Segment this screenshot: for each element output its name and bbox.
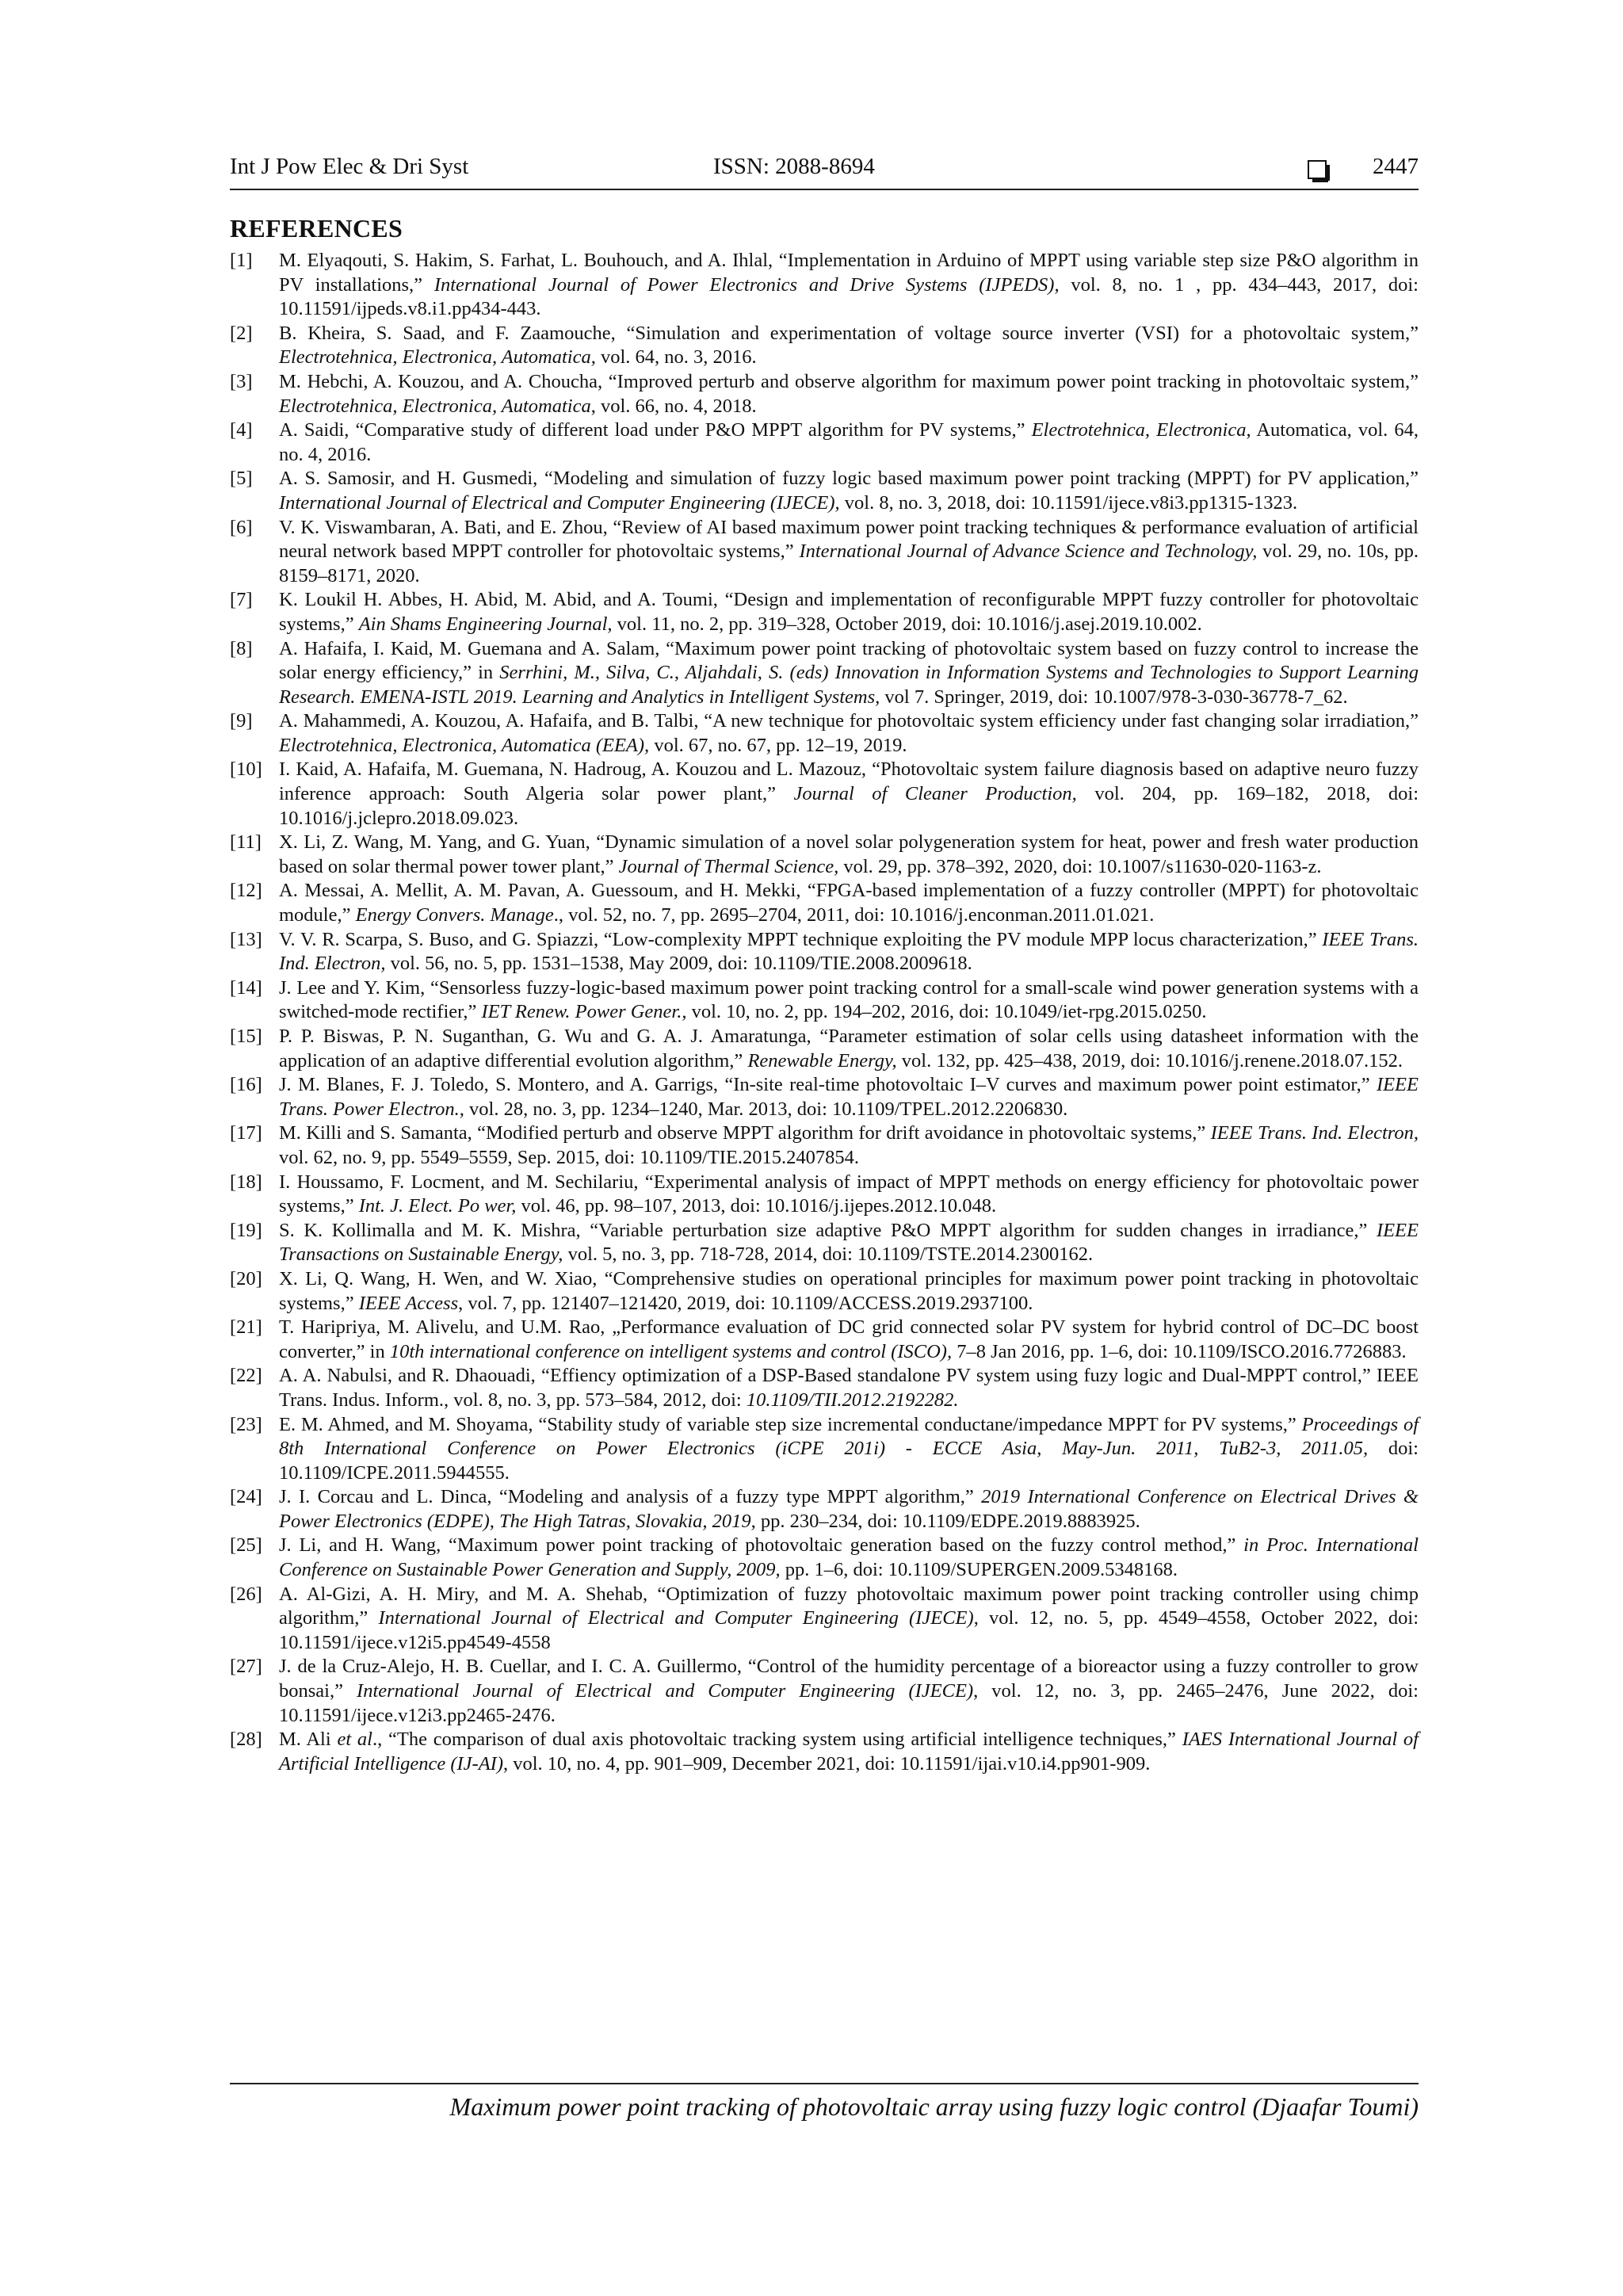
reference-number: [16] <box>230 1074 262 1096</box>
reference-italic-text: IEEE Trans. Ind. Electron, <box>279 928 1419 975</box>
running-header <box>230 154 1419 190</box>
reference-item <box>230 1485 1419 1534</box>
reference-number: [18] <box>230 1171 262 1193</box>
reference-text: A. Al-Gizi, A. H. Miry, and M. A. Shehab, “Optimization of fuzzy photovoltaic maximum power point tracking controller using chimp algorithm,” <box>279 1583 1419 1629</box>
reference-number: [8] <box>230 637 253 659</box>
reference-number: [7] <box>230 589 253 611</box>
reference-number: [4] <box>230 419 253 441</box>
reference-italic-text: in Proc. International Conference on Sustainable Power Generation and Supply, 2009, <box>279 1534 1419 1581</box>
reference-italic-text: International Journal of Power Electronics and Drive Systems (IJPEDS), <box>433 273 1060 296</box>
reference-text: J. Lee and Y. Kim, “Sensorless fuzzy-logic-based maximum power point tracking control for a small-scale wind power generation systems with a switched-mode rectifier,” <box>279 976 1419 1023</box>
journal-abbrev: Int J Pow Elec & Dri Syst <box>230 154 469 179</box>
reference-italic-text: Int. J. Elect. Po wer, <box>358 1195 517 1217</box>
reference-text: A. Saidi, “Comparative study of different load under P&O MPPT algorithm for PV systems,” <box>279 419 1032 441</box>
reference-item <box>230 928 1419 976</box>
reference-item <box>230 1364 1419 1412</box>
reference-italic-text: Energy Convers. Manage <box>355 904 554 926</box>
reference-italic-text: International Journal of Electrical and Computer Engineering (IJECE), <box>279 491 840 514</box>
reference-text: Automatica, vol. 64, no. 4, 2016. <box>279 419 1419 465</box>
reference-number: [27] <box>230 1656 262 1678</box>
reference-number: [24] <box>230 1486 262 1508</box>
reference-number: [10] <box>230 758 262 781</box>
reference-text: P. P. Biswas, P. N. Suganthan, G. Wu and G. A. J. Amaratunga, “Parameter estimation of solar cells using datasheet information with the application of an adaptive differential evolution algorithm,” <box>279 1026 1419 1072</box>
reference-text: , vol. 7, pp. 121407–121420, 2019, doi: 10.1109/ACCESS.2019.2937100. <box>458 1292 1033 1314</box>
reference-italic-text: Journal of Thermal Science, <box>618 855 839 877</box>
reference-italic-text: 10th international conference on intelligent systems and control (ISCO), <box>389 1340 953 1362</box>
reference-item <box>230 1267 1419 1316</box>
reference-italic-text: et al <box>337 1729 372 1751</box>
reference-italic-text: Proceedings of 8th International Conference on Power Electronics (iCPE 201i) - ECCE Asia, May-Jun. 2011, TuB2-3, 2011.05, <box>279 1413 1419 1460</box>
reference-italic-text: IEEE Access <box>358 1292 459 1314</box>
reference-number: [12] <box>230 880 262 902</box>
reference-text: I. Houssamo, F. Locment, and M. Sechilariu, “Experimental analysis of impact of MPPT methods on energy efficiency for photovoltaic power systems,” <box>279 1171 1419 1217</box>
reference-italic-text: IEEE Trans. Power Electron., <box>279 1074 1419 1120</box>
issn: ISSN: 2088-8694 <box>713 154 875 179</box>
reference-number: [22] <box>230 1365 262 1387</box>
reference-number: [1] <box>230 250 253 271</box>
reference-italic-text: Electrotehnica, Electronica, Automatica (EEA), <box>279 734 650 756</box>
reference-text: vol. 56, no. 5, pp. 1531–1538, May 2009, doi: 10.1109/TIE.2008.2009618. <box>385 953 972 975</box>
reference-text: E. M. Ahmed, and M. Shoyama, “Stability study of variable step size incremental conductane/impedance MPPT for PV systems,” <box>279 1413 1302 1435</box>
reference-text: doi: 10.1109/ICPE.2011.5944555. <box>279 1438 1419 1484</box>
reference-number: [26] <box>230 1583 262 1605</box>
reference-text: ., vol. 52, no. 7, pp. 2695–2704, 2011, doi: 10.1016/j.enconman.2011.01.021. <box>553 904 1155 926</box>
reference-text: vol 7. Springer, 2019, doi: 10.1007/978-3-030-36778-7_62. <box>880 686 1348 708</box>
reference-item <box>230 467 1419 515</box>
reference-text: , vol. 12, no. 5, pp. 4549–4558, October 2022, doi: 10.11591/ijece.v12i5.pp4549-4558 <box>279 1607 1419 1653</box>
reference-item <box>230 588 1419 636</box>
reference-number: [5] <box>230 468 253 490</box>
reference-italic-text: Renewable Energy, <box>747 1049 897 1072</box>
reference-italic-text: International Journal of Electrical and Computer Engineering (IJECE) <box>378 1607 974 1629</box>
reference-text: X. Li, Q. Wang, H. Wen, and W. Xiao, “Comprehensive studies on operational principles for maximum power point tracking in photovoltaic systems,” <box>279 1267 1419 1314</box>
reference-item <box>230 1025 1419 1073</box>
reference-item <box>230 516 1419 589</box>
reference-italic-text: Journal of Cleaner Production, <box>793 783 1077 805</box>
reference-list <box>230 249 1419 1776</box>
reference-text: vol. 10, no. 2, pp. 194–202, 2016, doi: 10.1049/iet-rpg.2015.0250. <box>686 1001 1207 1023</box>
reference-italic-text: Electrotehnica, Electronica, Automatica, <box>279 346 596 369</box>
reference-text: J. I. Corcau and L. Dinca, “Modeling and analysis of a fuzzy type MPPT algorithm,” <box>279 1486 982 1508</box>
reference-text: V. V. R. Scarpa, S. Buso, and G. Spiazzi, “Low-complexity MPPT technique exploiting the PV module MPP locus characterization,” <box>279 928 1323 950</box>
reference-italic-text: Electrotehnica, Electronica, Automatica <box>279 395 591 417</box>
reference-text: vol. 8, no. 3, 2018, doi: 10.11591/ijece.v8i3.pp1315-1323. <box>839 491 1298 514</box>
reference-text: J. M. Blanes, F. J. Toledo, S. Montero, and A. Garrigs, “In-site real-time photovoltaic I–V curves and maximum power point estimator,” <box>279 1074 1377 1096</box>
reference-number: [17] <box>230 1122 262 1144</box>
reference-text: vol. 62, no. 9, pp. 5549–5559, Sep. 2015, doi: 10.1109/TIE.2015.2407854. <box>279 1146 860 1168</box>
reference-item <box>230 1413 1419 1486</box>
reference-text: V. K. Viswambaran, A. Bati, and E. Zhou, “Review of AI based maximum power point tracking techniques & performance evaluation of artificial neural network based MPPT controller for photovoltaic systems,” <box>279 516 1419 563</box>
reference-number: [3] <box>230 370 253 392</box>
reference-text: , vol. 10, no. 4, pp. 901–909, December 2021, doi: 10.11591/ijai.v10.i4.pp901-909. <box>502 1752 1151 1775</box>
reference-item <box>230 1583 1419 1656</box>
reference-text: I. Kaid, A. Hafaifa, M. Guemana, N. Hadroug, A. Kouzou and L. Mazouz, “Photovoltaic system failure diagnosis based on adaptive neuro fuzzy inference approach: South Algeria solar power plant,” <box>279 758 1419 805</box>
reference-text: , vol. 12, no. 3, pp. 2465–2476, June 2022, doi: 10.11591/ijece.v12i3.pp2465-2476. <box>279 1680 1419 1726</box>
reference-number: [25] <box>230 1534 262 1557</box>
reference-item <box>230 249 1419 322</box>
reference-text: A. Hafaifa, I. Kaid, M. Guemana and A. Salam, “Maximum power point tracking of photovoltaic system based on fuzzy control to increase the solar energy efficiency,” in <box>279 637 1419 684</box>
reference-text: J. Li, and H. Wang, “Maximum power point tracking of photovoltaic generation based on the fuzzy control method,” <box>279 1534 1244 1557</box>
reference-text: vol. 28, no. 3, pp. 1234–1240, Mar. 2013, doi: 10.1109/TPEL.2012.2206830. <box>464 1098 1068 1120</box>
reference-text: vol. 46, pp. 98–107, 2013, doi: 10.1016/j.ijepes.2012.10.048. <box>516 1195 997 1217</box>
reference-text: vol. 132, pp. 425–438, 2019, doi: 10.1016/j.renene.2018.07.152. <box>896 1049 1403 1072</box>
reference-item <box>230 418 1419 467</box>
reference-text: X. Li, Z. Wang, M. Yang, and G. Yuan, “Dynamic simulation of a novel solar polygeneration system for heat, power and fresh water production based on solar thermal power tower plant,” <box>279 831 1419 877</box>
reference-text: K. Loukil H. Abbes, H. Abid, M. Abid, and A. Toumi, “Design and implementation of reconfigurable MPPT fuzzy controller for photovoltaic systems,” <box>279 589 1419 635</box>
reference-item <box>230 637 1419 710</box>
reference-item <box>230 1171 1419 1219</box>
reference-number: [2] <box>230 322 253 344</box>
reference-italic-text: IEEE Trans. Ind. Electron, <box>1210 1122 1419 1144</box>
reference-text: M. Hebchi, A. Kouzou, and A. Choucha, “Improved perturb and observe algorithm for maximum power point tracking in photovoltaic system,” <box>279 370 1419 392</box>
reference-italic-text: Ain Shams Engineering Journal, <box>358 613 613 635</box>
reference-italic-text: IAES International Journal of Artificial Intelligence (IJ-AI) <box>279 1729 1419 1775</box>
page-number: 2447 <box>1373 154 1419 179</box>
reference-text: M. Elyaqouti, S. Hakim, S. Farhat, L. Bouhouch, and A. Ihlal, “Implementation in Arduino of MPPT using variable step size P&O algorithm in PV installations,” <box>279 250 1419 296</box>
reference-item <box>230 1728 1419 1776</box>
checkbox-square-icon <box>1308 160 1327 179</box>
reference-number: [9] <box>230 710 253 732</box>
reference-number: [11] <box>230 831 262 854</box>
reference-item <box>230 370 1419 418</box>
reference-item <box>230 1219 1419 1267</box>
reference-item <box>230 1655 1419 1728</box>
reference-text: A. Messai, A. Mellit, A. M. Pavan, A. Guessoum, and H. Mekki, “FPGA-based implementation of a fuzzy controller (MPPT) for photovoltaic module,” <box>279 880 1419 926</box>
reference-item <box>230 879 1419 927</box>
reference-text: vol. 8, no. 1 , pp. 434–443, 2017, doi: 10.11591/ijpeds.v8.i1.pp434-443. <box>279 273 1419 320</box>
reference-italic-text: Serrhini, M., Silva, C., Aljahdali, S. (eds) Innovation in Information Systems and Technologies to Support Learning Research. EMENA-ISTL 2019. Learning and Analytics in Intelligent Systems, <box>279 662 1419 708</box>
reference-number: [23] <box>230 1413 262 1435</box>
reference-text: , vol. 66, no. 4, 2018. <box>590 395 757 417</box>
reference-number: [14] <box>230 976 262 999</box>
reference-text: M. Killi and S. Samanta, “Modified perturb and observe MPPT algorithm for drift avoidance in photovoltaic systems,” <box>279 1122 1211 1144</box>
reference-italic-text: IET Renew. Power Gener., <box>481 1001 687 1023</box>
reference-item <box>230 1534 1419 1582</box>
reference-item <box>230 709 1419 758</box>
reference-italic-text: IEEE Transactions on Sustainable Energy, <box>279 1219 1419 1266</box>
reference-text: A. A. Nabulsi, and R. Dhaouadi, “Effiency optimization of a DSP-Based standalone PV system using fuzy logic and Dual-MPPT control,” IEEE Trans. Indus. Inform., vol. 8, no. 3, pp. 573–584, 2012, doi: <box>279 1365 1419 1411</box>
reference-text: vol. 11, no. 2, pp. 319–328, October 2019, doi: 10.1016/j.asej.2019.10.002. <box>612 613 1202 635</box>
reference-text: pp. 230–234, doi: 10.1109/EDPE.2019.8883925. <box>755 1510 1140 1532</box>
reference-text: pp. 1–6, doi: 10.1109/SUPERGEN.2009.5348168. <box>780 1559 1178 1581</box>
reference-text: A. Mahammedi, A. Kouzou, A. Hafaifa, and B. Talbi, “A new technique for photovoltaic system efficiency under fast changing solar irradiation,” <box>279 710 1419 732</box>
reference-item <box>230 322 1419 370</box>
reference-number: [21] <box>230 1316 262 1339</box>
reference-text: T. Haripriya, M. Alivelu, and U.M. Rao, „Performance evaluation of DC grid connected solar PV system for hybrid control of DC–DC boost converter,” in <box>279 1316 1419 1362</box>
reference-text: J. de la Cruz-Alejo, H. B. Cuellar, and I. C. A. Guillermo, “Control of the humidity percentage of a bioreactor using a fuzzy controller to grow bonsai,” <box>279 1656 1419 1702</box>
reference-number: [15] <box>230 1026 262 1047</box>
reference-number: [19] <box>230 1219 262 1241</box>
reference-item <box>230 758 1419 831</box>
reference-italic-text: 10.1109/TII.2012.2192282. <box>746 1389 959 1411</box>
reference-text: vol. 29, pp. 378–392, 2020, doi: 10.1007/s11630-020-1163-z. <box>838 855 1322 877</box>
running-footer: Maximum power point tracking of photovoltaic array using fuzzy logic control (Djaafar Toumi) <box>230 2083 1419 2122</box>
reference-text: ., “The comparison of dual axis photovoltaic tracking system using artificial intelligence techniques,” <box>372 1729 1182 1751</box>
reference-text: vol. 5, no. 3, pp. 718-728, 2014, doi: 10.1109/TSTE.2014.2300162. <box>563 1244 1094 1266</box>
reference-item <box>230 1121 1419 1170</box>
reference-item <box>230 1316 1419 1364</box>
reference-text: M. Ali <box>279 1729 338 1751</box>
reference-text: vol. 204, pp. 169–182, 2018, doi: 10.1016/j.jclepro.2018.09.023. <box>279 783 1419 829</box>
reference-number: [28] <box>230 1729 262 1751</box>
reference-number: [6] <box>230 516 253 538</box>
reference-text: A. S. Samosir, and H. Gusmedi, “Modeling and simulation of fuzzy logic based maximum power point tracking (MPPT) for PV application,” <box>279 468 1419 490</box>
reference-italic-text: Electrotehnica, Electronica, <box>1031 419 1251 441</box>
reference-number: [20] <box>230 1267 262 1289</box>
reference-item <box>230 1073 1419 1121</box>
reference-text: vol. 67, no. 67, pp. 12–19, 2019. <box>649 734 907 756</box>
reference-number: [13] <box>230 928 262 950</box>
reference-italic-text: International Journal of Electrical and Computer Engineering (IJECE) <box>357 1680 974 1702</box>
reference-text: S. K. Kollimalla and M. K. Mishra, “Variable perturbation size adaptive P&O MPPT algorithm for sudden changes in irradiance,” <box>279 1219 1377 1241</box>
reference-item <box>230 976 1419 1025</box>
reference-italic-text: 2019 International Conference on Electrical Drives & Power Electronics (EDPE), The High Tatras, Slovakia, 2019, <box>279 1486 1419 1532</box>
section-title: REFERENCES <box>230 214 403 243</box>
reference-item <box>230 831 1419 879</box>
reference-text: 7–8 Jan 2016, pp. 1–6, doi: 10.1109/ISCO.2016.7726883. <box>952 1340 1407 1362</box>
reference-text: vol. 29, no. 10s, pp. 8159–8171, 2020. <box>279 541 1419 586</box>
reference-text: B. Kheira, S. Saad, and F. Zaamouche, “Simulation and experimentation of voltage source inverter (VSI) for a photovoltaic system,” <box>279 322 1419 344</box>
reference-italic-text: International Journal of Advance Science and Technology, <box>799 541 1258 563</box>
reference-text: vol. 64, no. 3, 2016. <box>595 346 757 369</box>
